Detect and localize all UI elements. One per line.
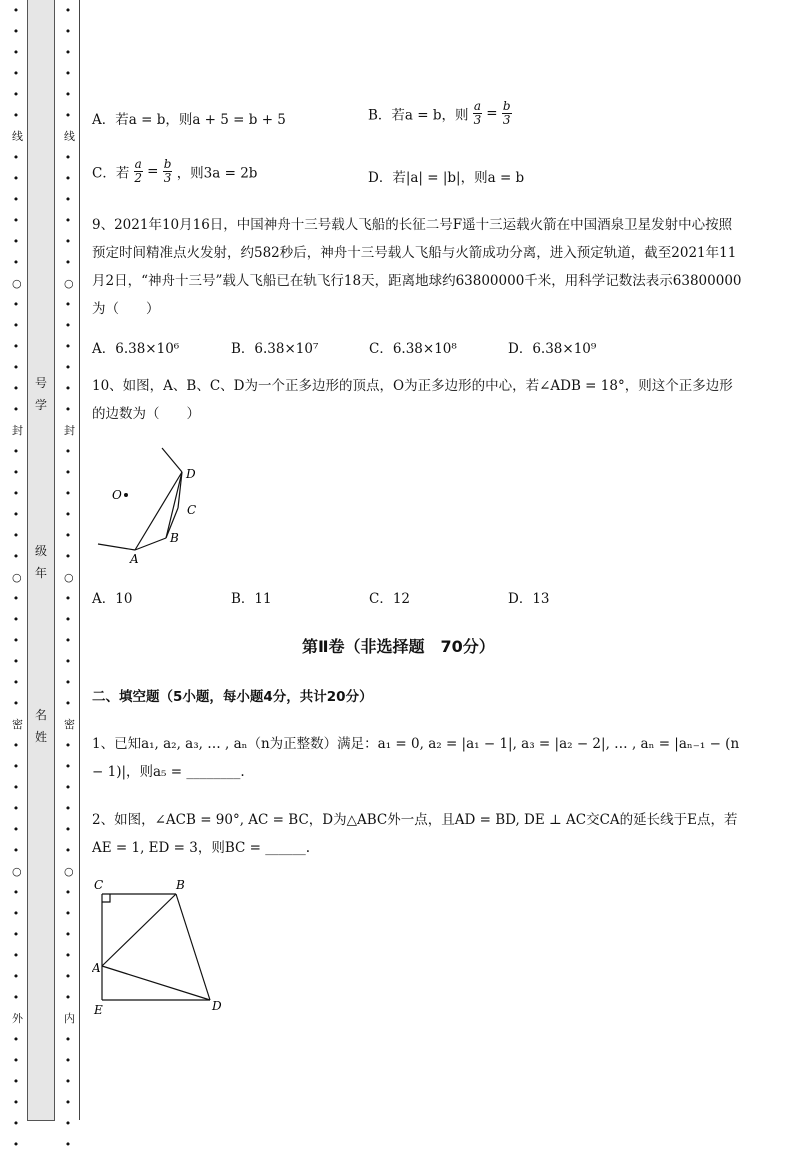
q10-question-text: 10、如图，A、B、C、D为一个正多边形的顶点，O为正多边形的中心，若∠ADB = 18°，则这个正多边形的边数为（ ） [92,378,733,422]
q10-option-d: D．13 [508,591,550,607]
label-e: E [94,1003,103,1017]
q8-option-d: D．若|a| = |b|，则a = b [368,170,525,186]
q8-option-a: A．若a = b，则a + 5 = b + 5 [92,112,286,128]
label-c: C [94,878,104,892]
segment-bd [166,472,182,538]
q10-option-c: C．12 [369,591,411,607]
label-o: O [112,488,122,502]
fill-in-section-heading: 二、填空题（5小题，每小题4分，共计20分） [92,689,373,705]
field-label-grade: 级年 [34,544,47,580]
inner-dot-column: • • • • • • 线 • • • • • • ○ • • • • • • 封 • • • • • • ○ • • • • • • 密 • • • • • • ○ • • • • • • 内 • • • • • • [64,4,75,1151]
center-point-o [124,493,128,497]
q9-option-b: B．6.38×10⁷ [231,341,319,357]
q10-option-b: B．11 [231,591,272,607]
segment-ad [102,966,210,1000]
binding-gutter [0,0,82,1151]
outer-dot-column: • • • • • • 线 • • • • • • ○ • • • • • • 封 • • • • • • ○ • • • • • • 密 • • • • • • ○ • • • • • • 外 • • • • • • [12,4,23,1151]
field-label-student-number: 号学 [34,376,47,412]
polygon-edge-ab [135,538,166,550]
gutter-rule [79,0,80,1120]
label-c: C [187,503,197,517]
outer-label-wai: 外 [12,1012,23,1025]
label-d: D [212,999,222,1013]
field-label-name: 名姓 [34,708,47,744]
outer-label-feng: 封 [12,424,23,437]
inner-label-nei: 内 [64,1012,75,1025]
q8-option-b: B．若a = b，则 $\frac{a}{3}$ = $\frac{b}{3}$ [368,99,511,127]
part2-title: 第Ⅱ卷（非选择题 70分） [302,637,495,656]
label-b: B [176,878,185,892]
inner-label-feng: 封 [64,424,75,437]
outer-label-mi: 密 [12,718,23,731]
inner-label-xian: 线 [64,130,75,143]
polygon-edge-left [98,544,135,550]
inner-label-mi: 密 [64,718,75,731]
q8-option-c: C．若 $\frac{a}{2}$ = $\frac{b}{3}$ ，则3a = 2b [92,157,258,185]
q9-option-d: D．6.38×10⁹ [508,341,597,357]
fill1-answer-blank: ________. [186,764,245,780]
fill2-question-text: 2、如图，∠ACB = 90°, AC = BC，D为△ABC外一点，且AD = BD, DE ⊥ AC交CA的延长线于E点，若AE = 1, ED = 3，则BC = ______. [92,812,738,856]
fill1-question [92,730,742,786]
fill2-triangle-figure [92,872,242,1022]
label-b: B [170,531,179,545]
label-a: A [130,552,139,566]
q10-option-a: A．10 [92,591,133,607]
q9-option-c: C．6.38×10⁸ [369,341,457,357]
segment-ab [102,894,176,966]
fill1-question-text: 1、已知a₁, a₂, a₃, … , aₙ（n为正整数）满足：a₁ = 0, a₂ = |a₁ − 1|, a₃ = |a₂ − 2|, … , aₙ = |aₙ₋₁ − (n − 1)|，则a₅ = [92,736,740,780]
outer-label-xian: 线 [12,130,23,143]
q10-polygon-figure [92,440,222,570]
q9-question-text: 9、2021年10月16日，中国神舟十三号载人飞船的长征二号F遥十三运载火箭在中国酒泉卫星发射中心按照预定时间精准点火发射，约582秒后，神舟十三号载人飞船与火箭成功分离，进入预定轨道，截至2021年11月2日，“神舟十三号”载人飞船已在轨飞行18天，距离地球约63800000千米，用科学记数法表示63800000为（ ） [92,217,742,317]
segment-bd [176,894,210,1000]
q9-option-a: A．6.38×10⁶ [92,341,180,357]
label-d: D [186,467,196,481]
label-a: A [92,961,101,975]
right-angle-marker [102,894,110,902]
polygon-edge-top [162,448,182,472]
